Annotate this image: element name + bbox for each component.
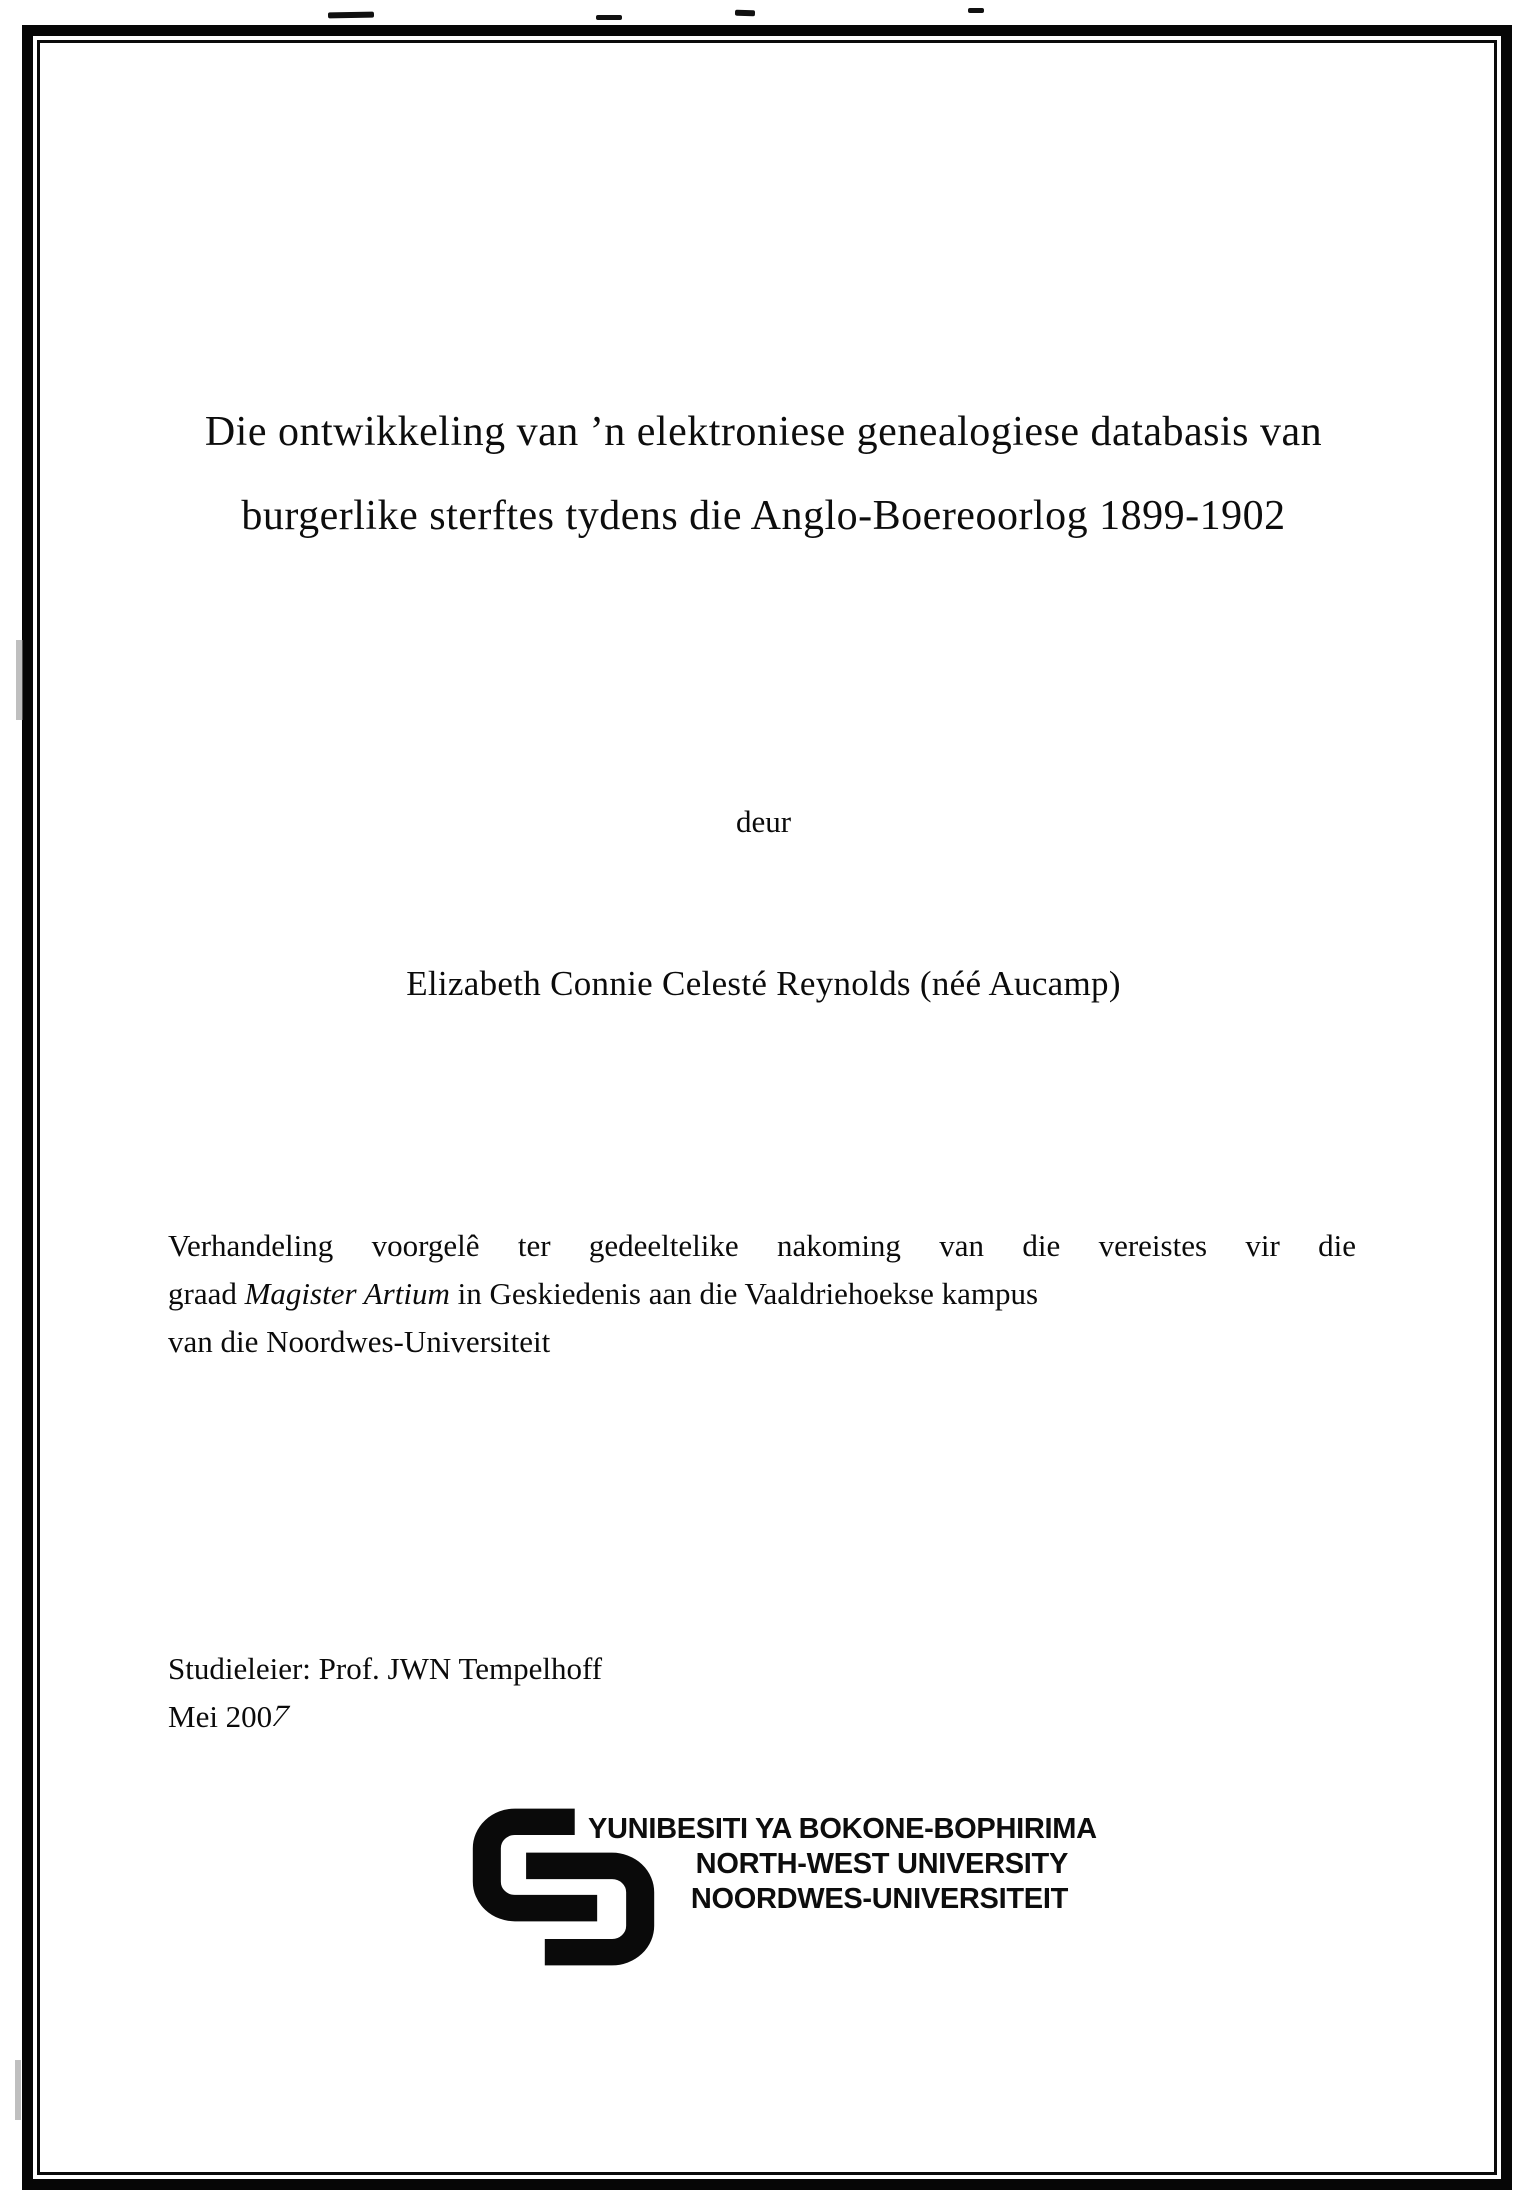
scan-speck (328, 12, 374, 19)
date-line (168, 1693, 602, 1741)
date-prefix: Mei 200 (168, 1699, 273, 1734)
thesis-title-line-1: Die ontwikkeling van ’n elektroniese genealogiese databasis van (204, 409, 1323, 455)
logo-line-setswana: YUNIBESITI YA BOKONE-BOPHIRIMA (588, 1813, 1097, 1845)
scan-speck (735, 10, 755, 17)
scan-speck (968, 8, 984, 13)
degree-statement-line-2-prefix: graad (168, 1276, 245, 1311)
thesis-title-line-2: burgerlike sterftes tydens die Anglo-Boereoorlog 1899-1902 (241, 493, 1286, 539)
supervisor-line: Studieleier: Prof. JWN Tempelhoff (168, 1651, 603, 1686)
scan-smudge (15, 2060, 21, 2120)
degree-statement (168, 1222, 1356, 1366)
author-name: Elizabeth Connie Celesté Reynolds (néé Aucamp) (406, 964, 1121, 1003)
degree-statement-line-3: van die Noordwes-Universiteit (168, 1324, 551, 1359)
university-logo-text (588, 1812, 1097, 1917)
byline-preposition: deur (735, 804, 792, 839)
degree-statement-line-2-suffix: in Geskiedenis aan die Vaaldriehoekse kampus (449, 1276, 1039, 1311)
scan-speck (596, 15, 622, 20)
supervisor-block (168, 1645, 602, 1741)
scan-smudge (16, 640, 23, 720)
thesis-title (100, 390, 1427, 558)
logo-line-afrikaans: NOORDWES-UNIVERSITEIT (690, 1883, 1068, 1915)
university-logo (470, 1806, 1097, 1976)
logo-line-english: NORTH-WEST UNIVERSITY (695, 1848, 1068, 1880)
degree-statement-line-1: Verhandeling voorgelê ter gedeeltelike nakoming van die vereistes vir die (168, 1228, 1356, 1263)
degree-name-italic: Magister Artium (244, 1276, 450, 1311)
degree-statement-line-2 (168, 1270, 1356, 1318)
date-last-digit: 7 (266, 1698, 294, 1733)
